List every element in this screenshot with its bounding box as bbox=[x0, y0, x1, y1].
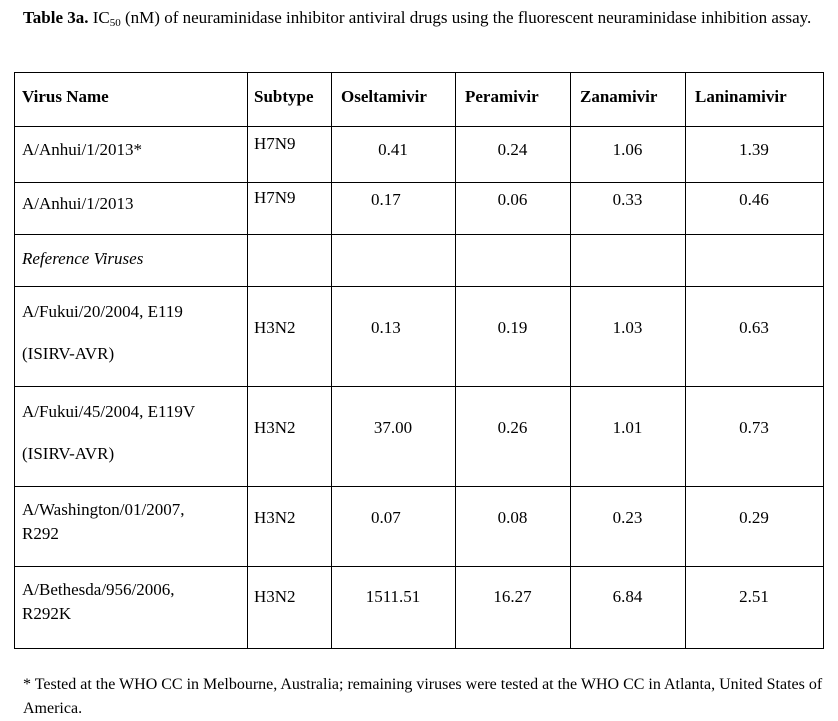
table-rule bbox=[14, 386, 824, 387]
cell-subtype: H7N9 bbox=[254, 134, 296, 153]
table-rule-bottom bbox=[14, 648, 824, 649]
table-col-rule bbox=[247, 72, 248, 649]
table-rule bbox=[14, 234, 824, 235]
header-zanamivir: Zanamivir bbox=[580, 87, 658, 106]
cell-laninamivir: 0.63 bbox=[739, 318, 769, 337]
table-caption bbox=[23, 6, 823, 30]
table-rule-left bbox=[14, 72, 15, 649]
cell-zanamivir: 1.06 bbox=[612, 140, 643, 159]
cell-zanamivir: 0.33 bbox=[612, 190, 643, 209]
cell-zanamivir: 1.03 bbox=[612, 318, 643, 337]
cell-subtype: H7N9 bbox=[254, 188, 296, 207]
cell-zanamivir: 0.23 bbox=[612, 508, 643, 527]
cell-virus-name: A/Fukui/20/2004, E119 bbox=[22, 302, 183, 321]
cell-peramivir: 0.24 bbox=[497, 140, 528, 159]
caption-label: Table 3a. bbox=[23, 8, 89, 27]
cell-peramivir: 0.19 bbox=[497, 318, 528, 337]
cell-laninamivir: 1.39 bbox=[739, 140, 769, 159]
table-rule bbox=[14, 126, 824, 127]
cell-oseltamivir: 1511.51 bbox=[365, 587, 421, 606]
table-rule-top bbox=[14, 72, 824, 73]
cell-virus-name-line2: (ISIRV-AVR) bbox=[22, 444, 115, 463]
cell-subtype: H3N2 bbox=[254, 418, 296, 437]
cell-peramivir: 0.06 bbox=[497, 190, 528, 209]
header-oseltamivir: Oseltamivir bbox=[341, 87, 427, 106]
cell-peramivir: 0.08 bbox=[497, 508, 528, 527]
header-peramivir: Peramivir bbox=[465, 87, 539, 106]
cell-peramivir: 16.27 bbox=[493, 587, 532, 606]
header-subtype: Subtype bbox=[254, 87, 314, 106]
cell-oseltamivir: 0.07 bbox=[371, 508, 401, 527]
cell-oseltamivir: 0.13 bbox=[371, 318, 401, 337]
table-rule bbox=[14, 182, 824, 183]
cell-virus-name-line2: (ISIRV-AVR) bbox=[22, 344, 115, 363]
caption-text: (nM) of neuraminidase inhibitor antiviral drugs using the fluorescent neuraminidase inhibition assay. bbox=[120, 8, 812, 27]
cell-oseltamivir: 0.17 bbox=[371, 190, 401, 209]
cell-virus-name: A/Washington/01/2007, bbox=[22, 500, 185, 519]
cell-zanamivir: 1.01 bbox=[612, 418, 643, 437]
caption-ic: IC bbox=[92, 8, 110, 27]
cell-virus-name-line2: R292K bbox=[22, 604, 72, 623]
cell-virus-name: A/Fukui/45/2004, E119V bbox=[22, 402, 196, 421]
cell-laninamivir: 0.29 bbox=[739, 508, 769, 527]
caption-ic-subscript: 50 bbox=[109, 17, 121, 29]
header-laninamivir: Laninamivir bbox=[695, 87, 787, 106]
section-label-reference-viruses: Reference Viruses bbox=[22, 249, 144, 268]
table-footnote: * Tested at the WHO CC in Melbourne, Australia; remaining viruses were tested at the WHO CC in Atlanta, United States of America. bbox=[23, 676, 823, 717]
table-rule bbox=[14, 286, 824, 287]
cell-virus-name: A/Anhui/1/2013 bbox=[22, 194, 134, 213]
cell-virus-name: A/Anhui/1/2013* bbox=[22, 140, 142, 159]
cell-laninamivir: 0.46 bbox=[739, 190, 769, 209]
cell-laninamivir: 0.73 bbox=[739, 418, 769, 437]
cell-zanamivir: 6.84 bbox=[612, 587, 643, 606]
table-rule bbox=[14, 486, 824, 487]
cell-peramivir: 0.26 bbox=[497, 418, 528, 437]
header-virus-name: Virus Name bbox=[22, 87, 109, 106]
cell-oseltamivir: 0.41 bbox=[378, 140, 408, 159]
cell-subtype: H3N2 bbox=[254, 508, 296, 527]
ic50-table bbox=[14, 72, 824, 649]
cell-virus-name-line2: R292 bbox=[22, 524, 59, 543]
table-rule bbox=[14, 566, 824, 567]
cell-subtype: H3N2 bbox=[254, 587, 296, 606]
cell-oseltamivir: 37.00 bbox=[373, 418, 413, 437]
cell-virus-name: A/Bethesda/956/2006, bbox=[22, 580, 175, 599]
cell-laninamivir: 2.51 bbox=[739, 587, 769, 606]
table-rule-right bbox=[823, 72, 824, 649]
cell-subtype: H3N2 bbox=[254, 318, 296, 337]
